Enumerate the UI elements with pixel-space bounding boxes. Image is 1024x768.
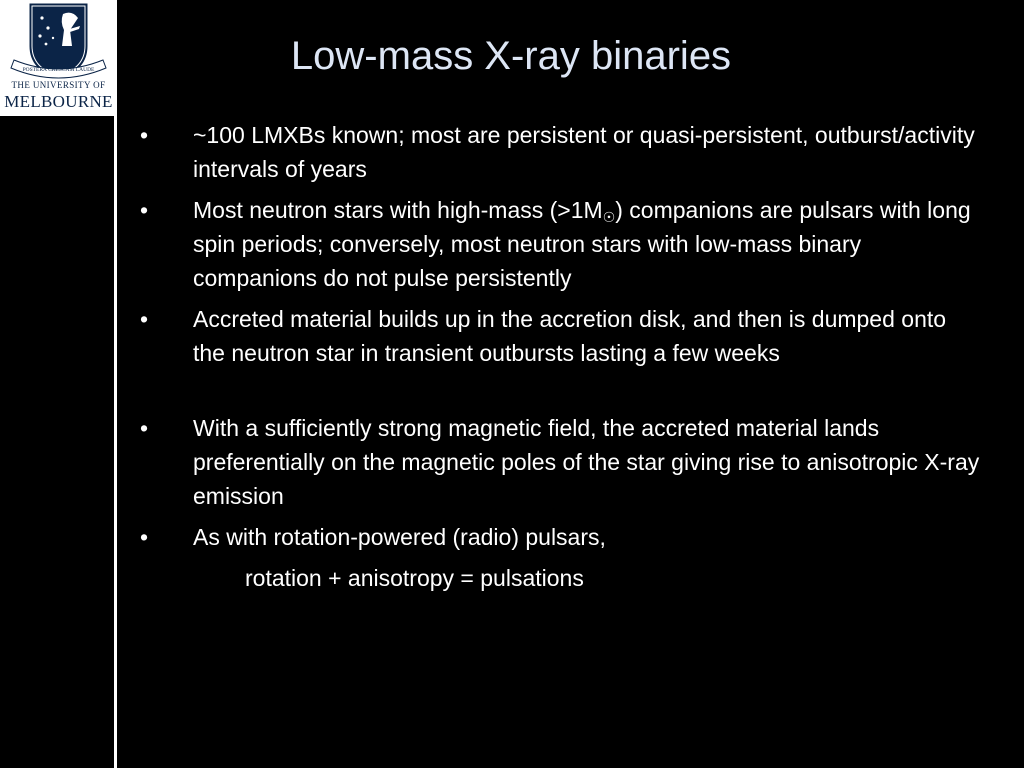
logo-motto: POSTERA CRESCAM LAUDE xyxy=(22,67,95,73)
slide-title: Low-mass X-ray binaries xyxy=(290,34,732,78)
crest-icon xyxy=(0,0,117,82)
bullet-text xyxy=(193,193,983,295)
equation-line: rotation + anisotropy = pulsations xyxy=(245,565,584,591)
bullet-text: Accreted material builds up in the accretion disk, and then is dumped onto the neutron star in transient outbursts lasting a few weeks xyxy=(193,306,947,366)
bullet-text-after: ) companions are pulsars with long spin periods; conversely, most neutron stars with low-mass binary companions do not pulse persistently xyxy=(193,197,971,291)
logo-name-line: MELBOURNE xyxy=(4,92,113,111)
solar-mass-subscript: ☉ xyxy=(602,209,616,225)
bullet-glyph: • xyxy=(140,415,149,441)
bullet-glyph: • xyxy=(140,524,149,550)
bullet-text-before: Most neutron stars with high-mass (>1M xyxy=(193,197,603,223)
bullet-glyph: • xyxy=(140,122,149,148)
bullet-glyph: • xyxy=(140,306,149,332)
bullet-glyph: • xyxy=(140,197,149,223)
bullet-text: As with rotation-powered (radio) pulsars, xyxy=(193,524,606,550)
bullet-text: ~100 LMXBs known; most are persistent or quasi-persistent, outburst/activity intervals of years xyxy=(193,122,975,182)
university-logo xyxy=(0,0,117,116)
logo-university-line: THE UNIVERSITY OF xyxy=(11,80,106,90)
sidebar-divider xyxy=(114,0,117,768)
bullet-text: With a sufficiently strong magnetic field, the accreted material lands preferentially on the magnetic poles of the star giving rise to anisotropic X-ray emission xyxy=(193,415,980,509)
